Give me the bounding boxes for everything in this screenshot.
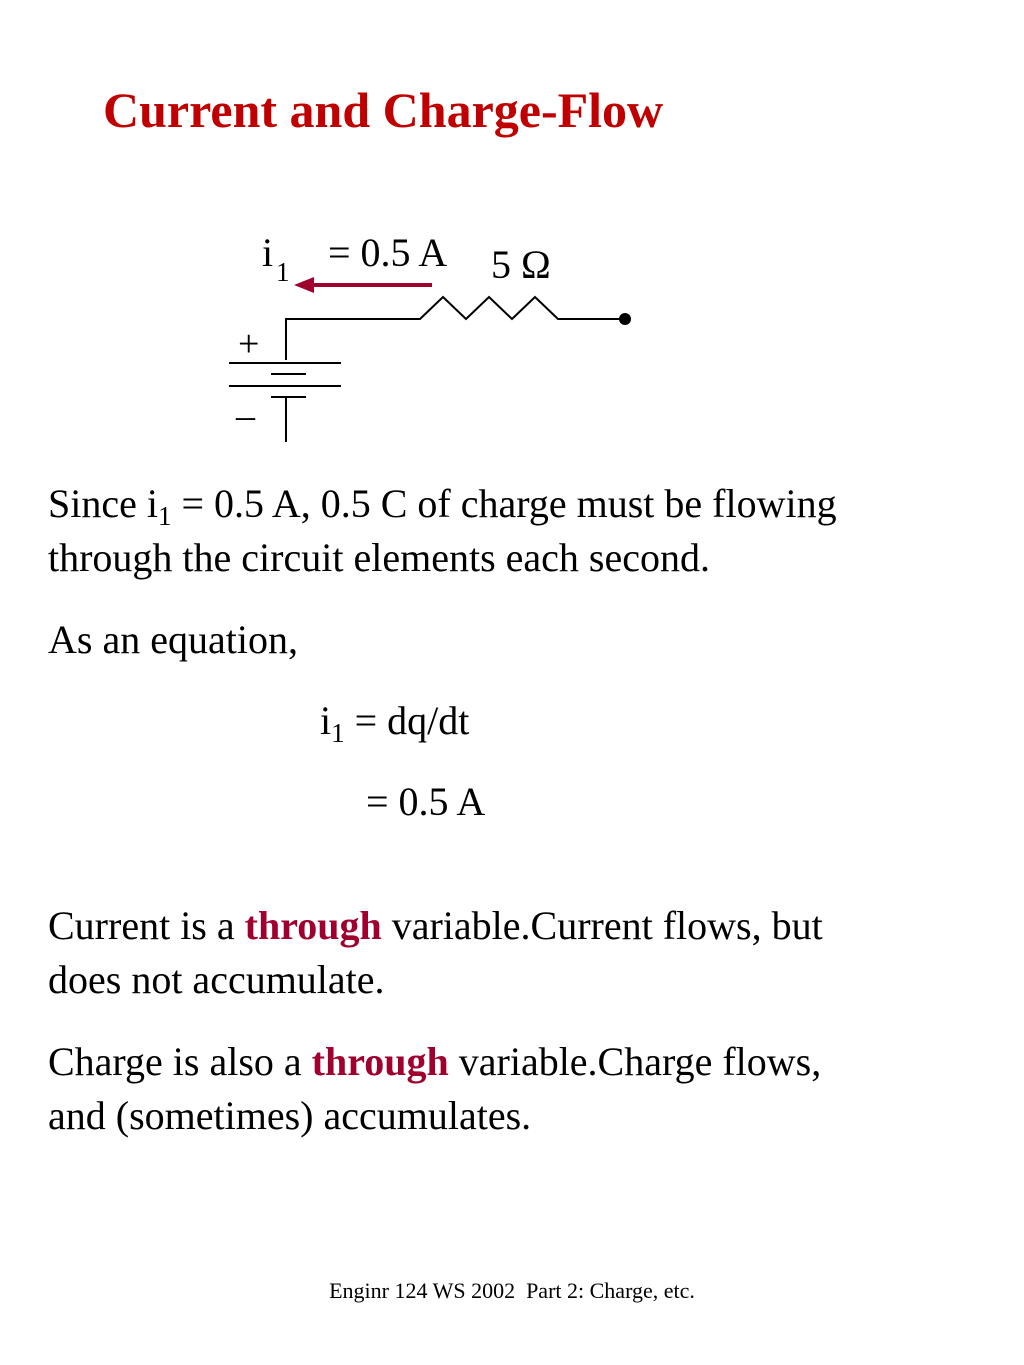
para1-before: Since i: [48, 481, 158, 526]
circuit-diagram: [0, 0, 1024, 460]
para3-line2: does not accumulate.: [48, 957, 385, 1002]
equation-symbol: i: [320, 698, 332, 743]
terminal-node: [619, 313, 631, 325]
current-arrow: [294, 277, 432, 293]
plus-sign: +: [238, 323, 260, 365]
para1-line2: through the circuit elements each second.: [48, 535, 710, 580]
paragraph-equation-intro: As an equation,: [48, 617, 298, 662]
resistor-label: 5 Ω: [491, 242, 551, 287]
para4-before: Charge is also a: [48, 1039, 312, 1084]
equation-line-1: [320, 694, 469, 748]
para4-line2: and (sometimes) accumulates.: [48, 1093, 532, 1138]
equation-subscript: 1: [331, 718, 345, 748]
para3-after: variable.Current flows, but: [381, 903, 823, 948]
para1-subscript: 1: [157, 501, 172, 531]
equation-rest: = dq/dt: [344, 698, 470, 743]
paragraph-charge-through: [48, 1035, 821, 1143]
slide-footer: Enginr 124 WS 2002 Part 2: Charge, etc.: [329, 1278, 695, 1303]
paragraph-current-through: [48, 899, 823, 1007]
equation-line-2: = 0.5 A: [366, 779, 486, 824]
para3-emphasis: through: [244, 903, 382, 948]
current-symbol: i: [262, 230, 274, 275]
paragraph-current-flow: [48, 477, 837, 585]
top-wire-with-resistor: [286, 297, 625, 360]
para3-before: Current is a: [48, 903, 245, 948]
slide-title: Current and Charge-Flow: [103, 82, 664, 138]
current-subscript: 1: [276, 257, 290, 287]
current-value: = 0.5 A: [328, 230, 448, 275]
minus-sign: –: [236, 395, 255, 437]
para4-emphasis: through: [311, 1039, 449, 1084]
para4-after: variable.Charge flows,: [448, 1039, 822, 1084]
para1-after: = 0.5 A, 0.5 C of charge must be flowing: [171, 481, 837, 526]
